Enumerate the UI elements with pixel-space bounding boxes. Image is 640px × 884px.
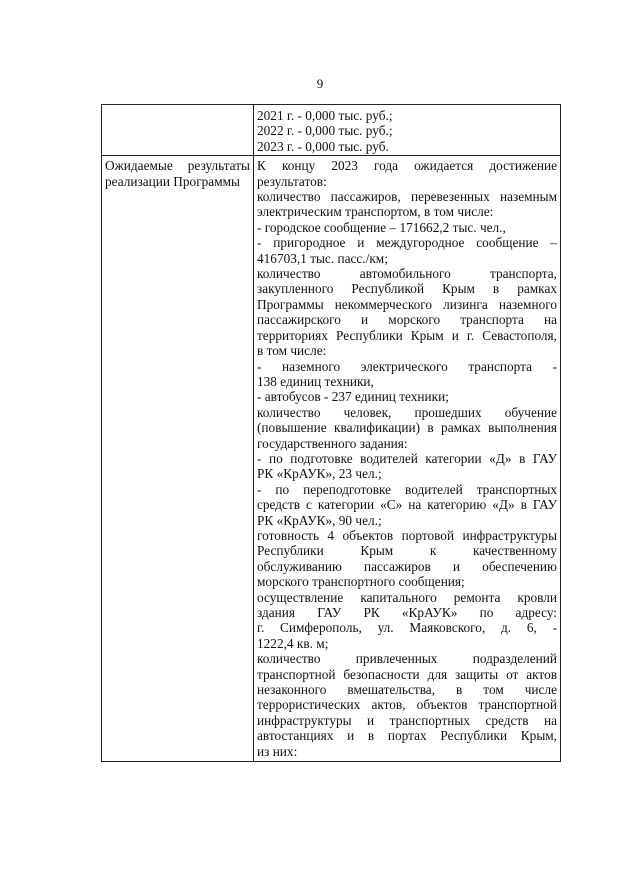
results-line: результатов: xyxy=(257,173,327,189)
results-line: в том числе: xyxy=(257,343,327,359)
funding-line: 2022 г. - 0,000 тыс. руб.; xyxy=(257,123,393,139)
funding-line: 2021 г. - 0,000 тыс. руб.; xyxy=(257,108,393,123)
results-line: количество автомобильного транспорта, xyxy=(257,266,557,282)
funding-line: 2023 г. - 0,000 тыс. руб. xyxy=(257,138,389,154)
results-line: пассажирского и морского транспорта на xyxy=(257,312,557,328)
results-label-cell xyxy=(102,156,254,762)
results-line: 416703,1 тыс. пасс./км; xyxy=(257,250,388,266)
results-line: обслуживанию пассажиров и обеспечению xyxy=(257,558,557,574)
results-line: террористических актов, объектов транспортной xyxy=(257,697,557,713)
results-line: государственного задания: xyxy=(257,435,408,451)
results-row xyxy=(102,156,561,762)
results-line: электрическим транспортом, в том числе: xyxy=(257,204,494,220)
results-line: (повышение квалификации) в рамках выполнения xyxy=(257,420,557,436)
results-line: морского транспортного сообщения; xyxy=(257,574,465,590)
results-line: транспортной безопасности для защиты от актов xyxy=(257,666,557,682)
results-line: количество пассажиров, перевезенных наземным xyxy=(257,189,557,205)
results-label: Ожидаемые результаты реализации Программы xyxy=(105,158,250,189)
results-line: из них: xyxy=(257,743,298,759)
results-line: Республики Крым к качественному xyxy=(257,543,557,559)
results-line: г. Симферополь, ул. Маяковского, д. 6, - xyxy=(257,620,557,636)
results-line: РК «КрАУК», 23 чел.; xyxy=(257,466,382,482)
results-line: закупленного Республикой Крым в рамках xyxy=(257,281,557,297)
funding-row xyxy=(102,105,561,156)
results-line: - пригородное и междугородное сообщение – xyxy=(257,235,557,251)
results-line: территориях Республики Крым и г. Севастополя, xyxy=(257,327,557,343)
page-number: 9 xyxy=(316,76,324,91)
results-line: готовность 4 объектов портовой инфраструктуры xyxy=(257,527,557,543)
results-line: здания ГАУ РК «КрАУК» по адресу: xyxy=(257,605,557,620)
results-line: 1222,4 кв. м; xyxy=(257,635,329,651)
results-text-cell xyxy=(254,156,561,762)
results-line: - автобусов - 237 единиц техники; xyxy=(257,389,449,405)
funding-values-cell xyxy=(254,105,561,156)
results-line: осуществление капитального ремонта кровли xyxy=(257,589,557,605)
results-line: Программы некоммерческого лизинга наземного xyxy=(257,296,557,312)
results-line: автостанциях и в портах Республики Крым, xyxy=(257,728,557,744)
results-line: количество человек, прошедших обучение xyxy=(257,404,557,420)
results-line: - наземного электрического транспорта - xyxy=(257,358,557,374)
results-line: - по подготовке водителей категории «Д» в ГАУ xyxy=(257,450,557,466)
funding-label-cell xyxy=(102,105,254,156)
results-line: средств с категории «С» на категорию «Д» в ГАУ xyxy=(257,497,557,513)
results-line: - по переподготовке водителей транспортных xyxy=(257,481,557,497)
results-line: - городское сообщение – 171662,2 тыс. чел., xyxy=(257,219,506,235)
results-line: инфраструктуры и транспортных средств на xyxy=(257,712,557,728)
results-line: 138 единиц техники, xyxy=(257,373,374,389)
results-line: К концу 2023 года ожидается достижение xyxy=(257,158,557,174)
program-passport-table xyxy=(101,104,561,762)
results-line: незаконного вмешательства, в том числе xyxy=(257,682,557,698)
results-line: количество привлеченных подразделений xyxy=(257,651,557,667)
results-text xyxy=(257,158,557,759)
results-line: РК «КрАУК», 90 чел.; xyxy=(257,512,382,528)
